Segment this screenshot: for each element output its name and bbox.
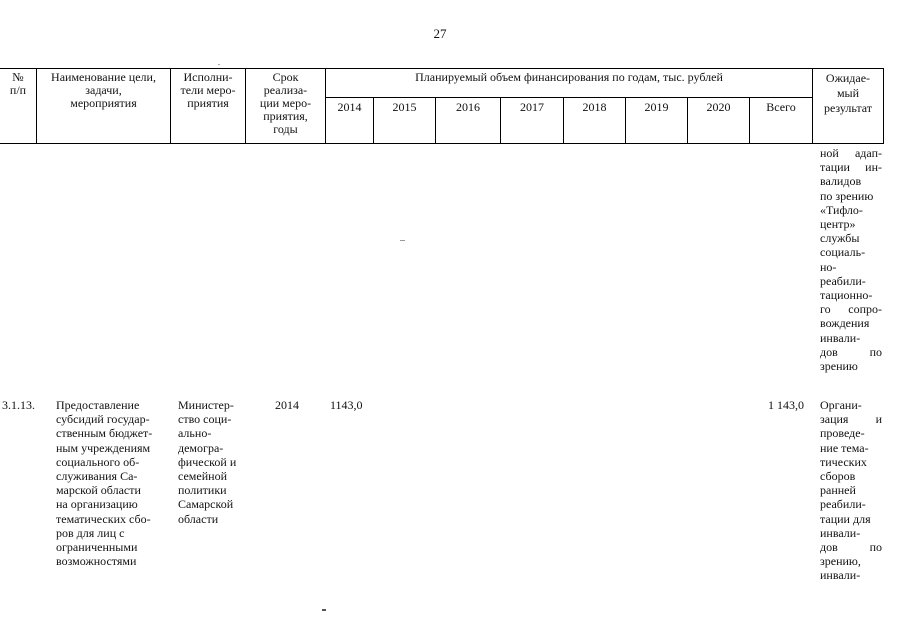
continued-result [820, 146, 882, 373]
header-result [813, 71, 883, 116]
header-year-2016: 2016 [456, 100, 480, 114]
header-name-line: мероприятия [70, 96, 137, 110]
row-executor-line: семейной [178, 469, 227, 484]
result-line: зрению [820, 359, 858, 374]
row-result-line: ранней [820, 483, 856, 498]
row-name [56, 398, 168, 568]
result-line: го сопро- [820, 302, 882, 317]
result-line: социаль- [820, 245, 866, 260]
row-executor-line: демогра- [178, 440, 224, 455]
result-line: вождения [820, 316, 870, 331]
result-line: по зрению [820, 188, 874, 203]
row-name-line: ным учреждениям [56, 440, 151, 455]
row-name-line: служивания Са- [56, 469, 138, 484]
header-result-line: результат [823, 101, 873, 115]
row-name-line: ров для лиц с [56, 525, 125, 540]
row-name-line: социального об- [56, 454, 140, 469]
row-executor-line: Министер- [178, 398, 234, 412]
row-result-line: зрению, [820, 554, 861, 569]
row-name-line: на организацию [56, 497, 138, 512]
result-line: «Тифло- [820, 202, 863, 217]
header-total: Всего [766, 100, 796, 114]
row-executor-line: области [178, 511, 219, 526]
header-year-2019: 2019 [644, 100, 669, 114]
result-line: но- [820, 259, 837, 274]
row-number: 3.1.13. [2, 398, 35, 412]
header-year-2018: 2018 [582, 100, 607, 114]
row-name-line: возможностями [56, 554, 137, 569]
header-result-line: мый [836, 86, 860, 100]
row-result [820, 398, 882, 583]
header-executor-line: приятия [187, 96, 229, 110]
result-line: инвали- [820, 330, 861, 345]
row-result-line: тических [820, 454, 867, 469]
header-term-line: приятия, [263, 109, 308, 123]
row-name-line: тематических сбо- [56, 511, 151, 526]
row-value-2014: 1143,0 [330, 398, 363, 412]
header-name-line: Наименование цели, [51, 70, 156, 84]
row-result-line: инвали- [820, 525, 861, 540]
row-total: 1 143,0 [768, 398, 804, 412]
header-year-2017: 2017 [520, 100, 544, 114]
row-result-line: Органи- [820, 398, 862, 412]
row-name-line: ственным бюджет- [56, 426, 153, 441]
header-executor-line: тели меро- [180, 83, 236, 97]
result-line: дов по [820, 344, 882, 359]
header-number [0, 71, 36, 97]
header-term [246, 71, 325, 136]
result-line: валидов [820, 174, 862, 189]
header-year-2020: 2020 [706, 100, 731, 114]
row-result-line: реабили- [820, 497, 866, 512]
result-line: центр» [820, 217, 856, 232]
row-result-line: зация и [820, 412, 882, 427]
row-executor-line: политики [178, 483, 227, 498]
header-year-2014: 2014 [337, 100, 362, 114]
row-result-line: инвали- [820, 568, 861, 583]
row-name-line: марской области [56, 483, 141, 498]
header-executor-line: Исполни- [183, 70, 233, 84]
row-result-line: сборов [820, 469, 856, 484]
row-executor-line: Самарской [178, 497, 234, 512]
result-line: службы [820, 231, 860, 246]
row-term: 2014 [275, 398, 299, 412]
row-result-line: проведе- [820, 426, 865, 441]
result-line: тации ин- [820, 160, 882, 175]
row-name-line: ограниченными [56, 540, 138, 555]
page-number: 27 [433, 26, 447, 41]
header-result-line: Ожидае- [825, 71, 871, 85]
scan-speck [218, 64, 220, 65]
row-executor-line: ально- [178, 426, 212, 441]
header-name [37, 71, 170, 110]
row-result-line: ние тема- [820, 440, 869, 455]
header-term-line: Срок [272, 70, 299, 84]
row-result-line: тации для [820, 511, 871, 526]
result-line: ной адап- [820, 146, 882, 160]
header-number-line: п/п [9, 83, 27, 97]
scan-speck [400, 240, 405, 241]
header-term-line: реализа- [263, 83, 308, 97]
result-line: реабили- [820, 273, 866, 288]
row-result-line: дов по [820, 540, 882, 555]
result-line: тационно- [820, 288, 873, 303]
header-term-line: ции меро- [259, 96, 312, 110]
row-executor-line: фической и [178, 454, 237, 469]
scan-speck [322, 609, 326, 611]
header-term-line: годы [273, 122, 298, 136]
row-executor [178, 398, 248, 526]
header-funding: Планируемый объем финансирования по годам, тыс. рублей [415, 70, 723, 84]
row-name-line: субсидий государ- [56, 412, 150, 427]
header-name-line: задачи, [85, 83, 122, 97]
header-executor [171, 71, 245, 110]
header-number-line: № [12, 70, 24, 84]
header-year-2015: 2015 [392, 100, 417, 114]
row-name-line: Предоставление [56, 398, 140, 412]
row-executor-line: ство соци- [178, 412, 232, 427]
